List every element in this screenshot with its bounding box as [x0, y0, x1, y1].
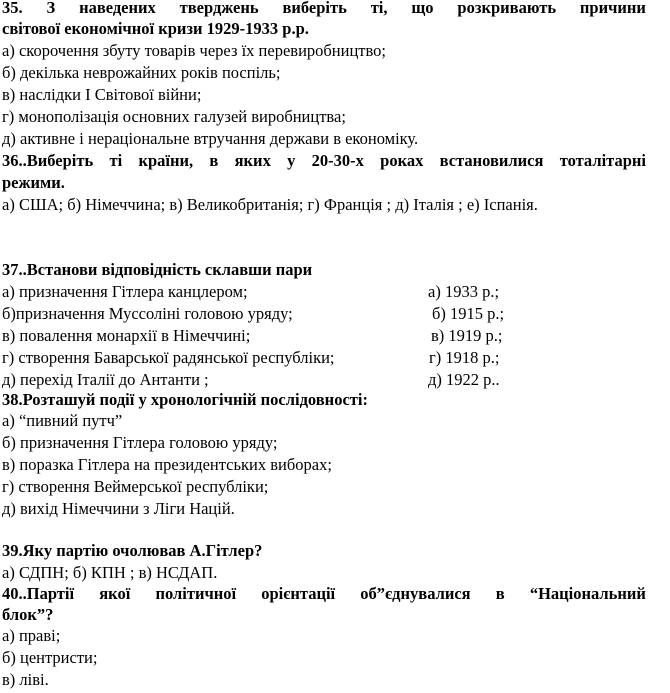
title-word: 40..Партії — [2, 584, 75, 603]
title-word: яких — [234, 151, 271, 170]
q36-title-line1 — [2, 150, 646, 171]
title-word: у — [287, 151, 296, 170]
title-word: 35. — [2, 0, 23, 17]
q35-option-d: г) монополізація основних галузей виробництва; — [2, 107, 346, 126]
q36-title-line2: режими. — [2, 173, 65, 192]
title-word: тоталітарні — [559, 151, 646, 170]
q38-title: 38.Розташуй події у хронологічній послідовності: — [2, 390, 368, 409]
q39-title: 39.Яку партію очолював А.Гітлер? — [2, 541, 263, 560]
title-word: ті — [109, 151, 123, 170]
title-word: виберіть — [282, 0, 347, 17]
title-word: об”єднувалися — [360, 584, 471, 603]
q38-option-d: г) створення Веймерської республіки; — [2, 477, 269, 496]
title-word: наведених — [79, 0, 156, 17]
q37-right-a: а) 1933 р.; — [428, 282, 500, 301]
title-word: причини — [579, 0, 646, 17]
q40-option-c: в) ліві. — [2, 670, 49, 689]
q37-left-a: а) призначення Гітлера канцлером; — [2, 282, 248, 301]
title-word: встановилися — [439, 151, 544, 170]
q37-left-c: в) повалення монархії в Німеччині; — [2, 326, 251, 345]
q35-title-line2: світової економічної кризи 1929-1933 р.р. — [2, 19, 309, 38]
q40-title-line1 — [2, 583, 646, 604]
title-word: З — [46, 0, 56, 17]
q37-left-b: б)призначення Муссоліні головою уряду; — [2, 304, 293, 323]
title-word: якої — [99, 584, 131, 603]
q38-option-b: б) призначення Гітлера головою уряду; — [2, 433, 278, 452]
q40-title-line2: блок”? — [2, 605, 54, 624]
q35-option-e: д) активне і нераціональне втручання держави в економіку. — [2, 129, 419, 148]
q37-title: 37..Встанови відповідність склавши пари — [2, 260, 313, 279]
q35-title-line1 — [2, 0, 646, 18]
q38-option-e: д) вихід Німеччини з Ліги Націй. — [2, 499, 235, 518]
q38-option-c: в) поразка Гітлера на президентських виборах; — [2, 455, 332, 474]
q37-right-c: в) 1919 р.; — [431, 326, 503, 345]
title-word: орієнтації — [261, 584, 336, 603]
q37-right-b: б) 1915 р.; — [432, 304, 505, 323]
q36-options: а) США; б) Німеччина; в) Великобританія; г) Франція ; д) Італія ; е) Іспанія. — [2, 195, 538, 214]
q35-option-c: в) наслідки І Світової війни; — [2, 85, 202, 104]
title-word: в — [209, 151, 219, 170]
q40-option-a: а) праві; — [2, 626, 61, 645]
q37-right-e: д) 1922 р.. — [428, 370, 500, 389]
q37-left-d: г) створення Баварської радянської республіки; — [2, 348, 335, 367]
q40-option-b: б) центристи; — [2, 648, 98, 667]
q37-left-e: д) перехід Італії до Антанти ; — [2, 370, 209, 389]
title-word: “Національний — [529, 584, 646, 603]
q35-option-b: б) декілька неврожайних років поспіль; — [2, 63, 281, 82]
q38-option-a: а) “пивний путч” — [2, 411, 123, 430]
title-word: тверджень — [179, 0, 259, 17]
q35-option-a: а) скорочення збуту товарів через їх перевиробництво; — [2, 41, 387, 60]
title-word: роках — [380, 151, 424, 170]
title-word: в — [495, 584, 505, 603]
title-word: політичної — [155, 584, 237, 603]
title-word: ті, — [370, 0, 388, 17]
title-word: що — [411, 0, 434, 17]
q37-right-d: г) 1918 р.; — [429, 348, 500, 367]
title-word: 36..Виберіть — [2, 151, 94, 170]
title-word: країни, — [138, 151, 194, 170]
title-word: 20-30-х — [311, 151, 364, 170]
title-word: розкривають — [457, 0, 557, 17]
q39-options: а) СДПН; б) КПН ; в) НСДАП. — [2, 563, 218, 582]
